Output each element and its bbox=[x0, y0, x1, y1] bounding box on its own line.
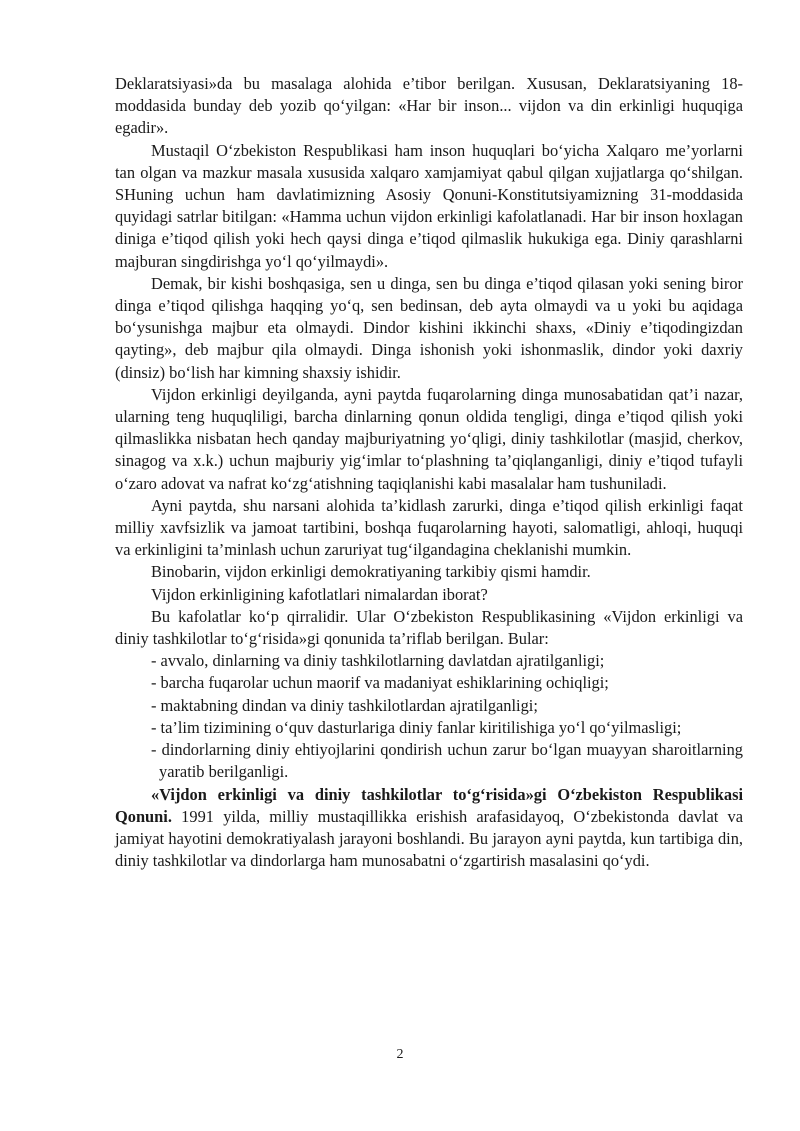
list-item: - dindorlarning diniy ehtiyojlarini qondirish uchun zarur bo‘lgan muayyan sharoitlarning yaratib berilganligi. bbox=[151, 740, 743, 782]
paragraph-4: Vijdon erkinligi deyilganda, ayni paytda fuqarolarning dinga munosabatidan qat’i nazar, ularning teng huquqliligi, barcha dinlarning qonun oldida tengligi, dinga e’tiqod qilish yoki qilmaslikka nisbatan hech qanday majburiyatning yo‘qligi, diniy tashkilotlar (masjid, cherkov, sinagog va x.k.) uchun majburiy yig‘imlar to‘plashning ta’qiqlanganligi, diniy e’tiqod tufayli o‘zaro adovat va nafrat ko‘zg‘atishning taqiqlanishi kabi masalalar ham tushuniladi. bbox=[115, 384, 743, 493]
list-item: - maktabning dindan va diniy tashkilotlardan ajratilganligi; bbox=[151, 695, 538, 715]
page-number: 2 bbox=[396, 1047, 404, 1062]
list-item: - ta’lim tizimining o‘quv dasturlariga diniy fanlar kiritilishiga yo‘l qo‘yilmasligi; bbox=[151, 717, 682, 737]
paragraph-10-text: 1991 yilda, milliy mustaqillikka erishish arafasidayoq, O‘zbekistonda davlat va jamiyat hayotini demokratiyalash jarayoni boshlandi. Bu jarayon ayni paytda, kun tartibiga din, diniy tashkilotlar va dindorlarga ham munosabatni o‘zgartirish masalasini qo‘ydi. bbox=[115, 806, 743, 871]
list-item: - avvalo, dinlarning va diniy tashkilotlarning davlatdan ajratilganligi; bbox=[151, 651, 605, 671]
list-item: - barcha fuqarolar uchun maorif va madaniyat eshiklarining ochiqligi; bbox=[151, 673, 609, 693]
paragraph-7: Vijdon erkinligining kafotlatlari nimalardan iborat? bbox=[151, 584, 488, 604]
law-title: «Vijdon erkinligi va diniy tashkilotlar to‘g‘risida»gi O‘zbekiston Respublikasi Qonuni. bbox=[115, 784, 743, 826]
paragraph-8: Bu kafolatlar ko‘p qirralidir. Ular O‘zbekiston Respublikasining «Vijdon erkinligi va diniy tashkilotlar to‘g‘risida»gi qonunida ta’riflab berilgan. Bular: bbox=[115, 606, 743, 649]
paragraph-6: Binobarin, vijdon erkinligi demokratiyaning tarkibiy qismi hamdir. bbox=[151, 562, 591, 582]
paragraph-3: Demak, bir kishi boshqasiga, sen u dinga, sen bu dinga e’tiqod qilasan yoki sening biror dinga e’tiqod qilishga haqqing yo‘q, sen bedinsan, deb ayta olmaydi va u yoki bu aqidaga bo‘ysunishga majbur eta olmaydi. Dindor kishini ikkinchi shaxs, «Diniy e’tiqodingizdan qayting», deb majbur qila olmaydi. Dinga ishonish yoki ishonmaslik, dindor yoki daxriy (dinsiz) bo‘lish har kimning shaxsiy ishidir. bbox=[115, 273, 743, 382]
paragraph-1: Deklaratsiyasi»da bu masalaga alohida e’tibor berilgan. Xususan, Deklaratsiyaning 18-moddasida bunday deb yozib qo‘yilgan: «Har bir inson... vijdon va din erkinligi huquqiga egadir». bbox=[115, 74, 743, 138]
document-page bbox=[115, 73, 743, 872]
paragraph-10 bbox=[115, 784, 743, 873]
paragraph-5: Ayni paytda, shu narsani alohida ta’kidlash zarurki, dinga e’tiqod qilish erkinligi faqat milliy xavfsizlik va jamoat tartibini, boshqa fuqarolarning hayoti, salomatligi, ahloqi, huquqi va erkinliginі ta’minlash uchun zaruriyat tug‘ilgandagina cheklanishi mumkin. bbox=[115, 495, 743, 560]
paragraph-2: Mustaqil O‘zbekiston Respublikasi ham inson huquqlari bo‘yicha Xalqaro me’yorlarni tan olgan va mazkur masala xususida xalqaro xamjamiyat qabul qilgan xujjatlarga qo‘shilgan. SHuning uchun ham davlatimizning Asosiy Qonuni-Konstitutsiyamizning 31-moddasida quyidagi satrlar bitilgan: «Hamma uchun vijdon erkinligi kafolatlanadi. Har bir inson hoxlagan diniga e’tiqod qilish yoki hech qaysi dinga e’tiqod qilmaslik hukukiga ega. Diniy qarashlarni majburan singdirishga yo‘l qo‘yilmaydi». bbox=[115, 140, 743, 271]
